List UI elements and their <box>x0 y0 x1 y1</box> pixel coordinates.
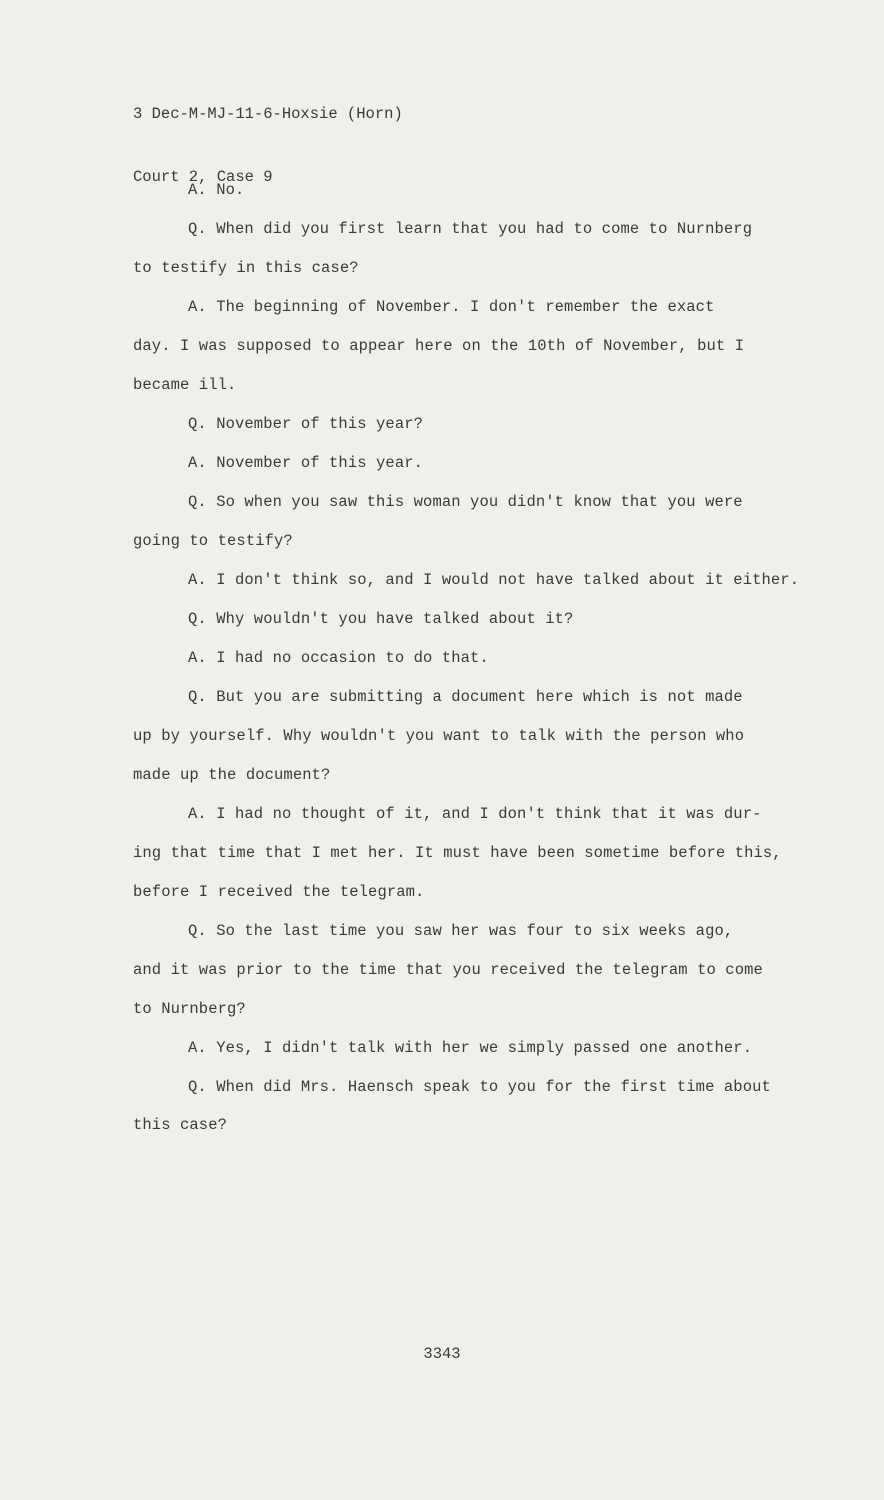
transcript-line: A. I don't think so, and I would not have talked about it either. <box>188 571 800 589</box>
transcript-line: made up the document? <box>133 766 331 784</box>
transcript-line: Q. When did you first learn that you had to come to Nurnberg <box>188 220 753 238</box>
transcript-line: A. Yes, I didn't talk with her we simply passed one another. <box>188 1039 753 1057</box>
transcript-line: became ill. <box>133 376 237 394</box>
transcript-line: A. November of this year. <box>188 454 424 472</box>
transcript-line: and it was prior to the time that you received the telegram to come <box>133 961 763 979</box>
transcript-line: this case? <box>133 1116 228 1134</box>
transcript-line: ing that time that I met her. It must have been sometime before this, <box>133 844 782 862</box>
transcript-line: A. I had no occasion to do that. <box>188 649 489 667</box>
transcript-line: to testify in this case? <box>133 259 359 277</box>
transcript-line: up by yourself. Why wouldn't you want to talk with the person who <box>133 727 745 745</box>
document-header <box>133 62 403 230</box>
transcript-line: Q. So the last time you saw her was four to six weeks ago, <box>188 922 734 940</box>
transcript-line: Q. When did Mrs. Haensch speak to you for the first time about <box>188 1078 771 1096</box>
transcript-line: to Nurnberg? <box>133 1000 246 1018</box>
transcript-line: Q. Why wouldn't you have talked about it? <box>188 610 574 628</box>
transcript-line: going to testify? <box>133 532 293 550</box>
transcript-line: Q. But you are submitting a document here which is not made <box>188 688 743 706</box>
transcript-line: A. The beginning of November. I don't remember the exact <box>188 298 715 316</box>
transcript-line: Q. So when you saw this woman you didn't know that you were <box>188 493 743 511</box>
transcript-line: Q. November of this year? <box>188 415 424 433</box>
header-court-case: Court 2, Case 9 <box>133 168 273 186</box>
header-case-reference: 3 Dec-M-MJ-11-6-Hoxsie (Horn) <box>133 105 403 123</box>
transcript-line: A. No. <box>188 181 245 199</box>
transcript-line: A. I had no thought of it, and I don't think that it was dur- <box>188 805 762 823</box>
transcript-line: before I received the telegram. <box>133 883 425 901</box>
page-number: 3343 <box>423 1345 461 1363</box>
transcript-line: day. I was supposed to appear here on the 10th of November, but I <box>133 337 745 355</box>
